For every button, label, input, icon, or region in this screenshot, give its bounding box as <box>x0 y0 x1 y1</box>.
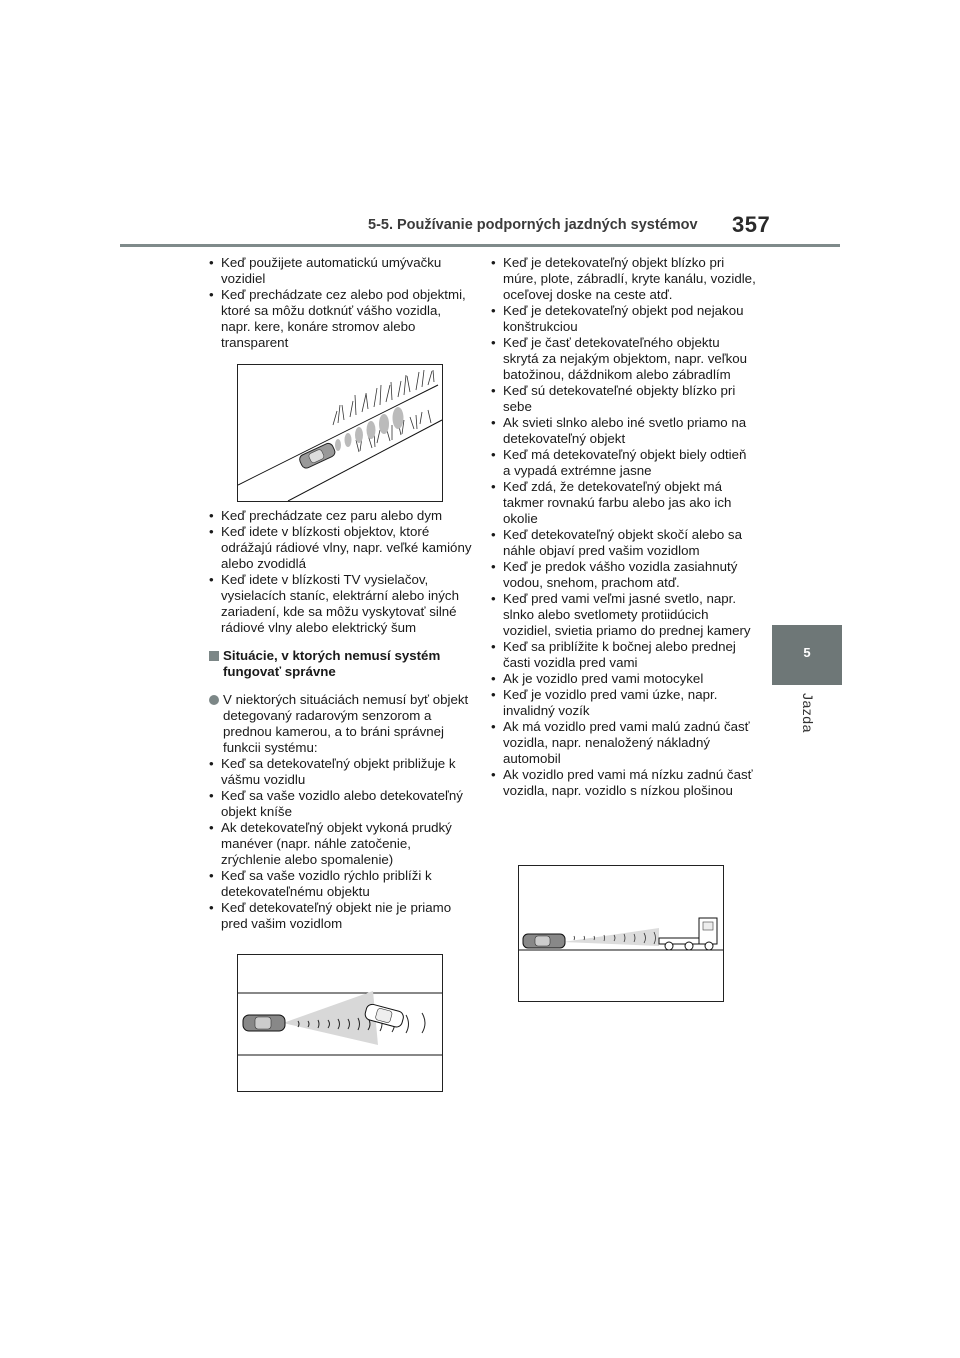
list-item: • Keď detekovateľný objekt skočí alebo sa náhle objaví pred vašim vozidlom <box>491 527 756 559</box>
list-item: • Keď pred vami veľmi jasné svetlo, napr. slnko alebo svetlomety protiidúcich vozidiel, svietia priamo do prednej kamery <box>491 591 756 639</box>
list-item: • Keď je vozidlo pred vami úzke, napr. invalidný vozík <box>491 687 756 719</box>
header-divider <box>120 244 840 247</box>
list-item: • Keď prechádzate cez alebo pod objektmi, ktoré sa môžu dotknúť vášho vozidla, napr. kere, konáre stromov alebo transparent <box>209 287 474 351</box>
list-item: • Keď sa vaše vozidlo alebo detekovateľný objekt kníše <box>209 788 474 820</box>
list-item: • Ak je vozidlo pred vami motocykel <box>491 671 756 687</box>
chapter-number: 5 <box>803 645 811 660</box>
list-item: • Keď použijete automatickú umývačku vozidiel <box>209 255 474 287</box>
list-item: • Keď je predok vášho vozidla zasiahnutý vodou, snehom, prachom atď. <box>491 559 756 591</box>
list-item: • Ak detekovateľný objekt vykoná prudký manéver (napr. náhle zatočenie, zrýchlenie alebo spomalenie) <box>209 820 474 868</box>
list-item: • Keď je detekovateľný objekt pod nejakou konštrukciou <box>491 303 756 335</box>
car-approaching-lane-change-illustration <box>237 954 443 1092</box>
chapter-label: Jazda <box>800 693 816 733</box>
list-item: • Keď sa vaše vozidlo rýchlo priblíži k detekovateľnému objektu <box>209 868 474 900</box>
list-item: • Keď zdá, že detekovateľný objekt má takmer rovnakú farbu alebo jas ako ich okolie <box>491 479 756 527</box>
list-item: • Ak svieti slnko alebo iné svetlo priamo na detekovateľný objekt <box>491 415 756 447</box>
list-item: • Keď prechádzate cez paru alebo dym <box>209 508 474 524</box>
right-column <box>491 255 756 799</box>
car-under-bushes-illustration <box>237 364 443 502</box>
list-item: • Keď je časť detekovateľného objektu skrytá za nejakým objektom, napr. veľkou batožinou, dáždnikom alebo zábradlím <box>491 335 756 383</box>
square-bullet-icon <box>209 651 219 661</box>
chapter-tab <box>772 625 842 685</box>
list-item: • Keď je detekovateľný objekt blízko pri múre, plote, zábradlí, kryte kanálu, vozidle, oceľovej doske na ceste atď. <box>491 255 756 303</box>
left-column <box>209 255 474 351</box>
page-number: 357 <box>732 212 771 237</box>
car-behind-low-truck-illustration <box>518 865 724 1002</box>
list-item: • Keď sa priblížite k bočnej alebo prednej časti vozidla pred vami <box>491 639 756 671</box>
note-paragraph: V niektorých situáciách nemusí byť objekt detegovaný radarovým senzorom a prednou kamerou, a to bráni správnej funkcii systému: <box>209 692 474 756</box>
list-item: • Ak má vozidlo pred vami malú zadnú časť vozidla, napr. nenaložený nákladný automobil <box>491 719 756 767</box>
list-item: • Keď má detekovateľný objekt biely odtieň a vypadá extrémne jasne <box>491 447 756 479</box>
section-title: 5-5. Používanie podporných jazdných systémov <box>368 217 698 233</box>
circle-bullet-icon <box>209 695 219 705</box>
list-item: • Keď idete v blízkosti TV vysielačov, vysielacích staníc, elektrární alebo iných zariadení, kde sa môžu vyskytovať silné rádiové vlny alebo elektrický šum <box>209 572 474 636</box>
list-item: • Keď sú detekovateľné objekty blízko pri sebe <box>491 383 756 415</box>
list-item: • Keď sa detekovateľný objekt približuje k vášmu vozidlu <box>209 756 474 788</box>
left-column-continued <box>209 508 474 932</box>
list-item: • Ak vozidlo pred vami má nízku zadnú časť vozidla, napr. vozidlo s nízkou plošinou <box>491 767 756 799</box>
list-item: • Keď idete v blízkosti objektov, ktoré odrážajú rádiové vlny, napr. veľké kamióny alebo zvodidlá <box>209 524 474 572</box>
section-heading: Situácie, v ktorých nemusí systém fungovať správne <box>209 648 474 680</box>
list-item: • Keď detekovateľný objekt nie je priamo pred vašim vozidlom <box>209 900 474 932</box>
